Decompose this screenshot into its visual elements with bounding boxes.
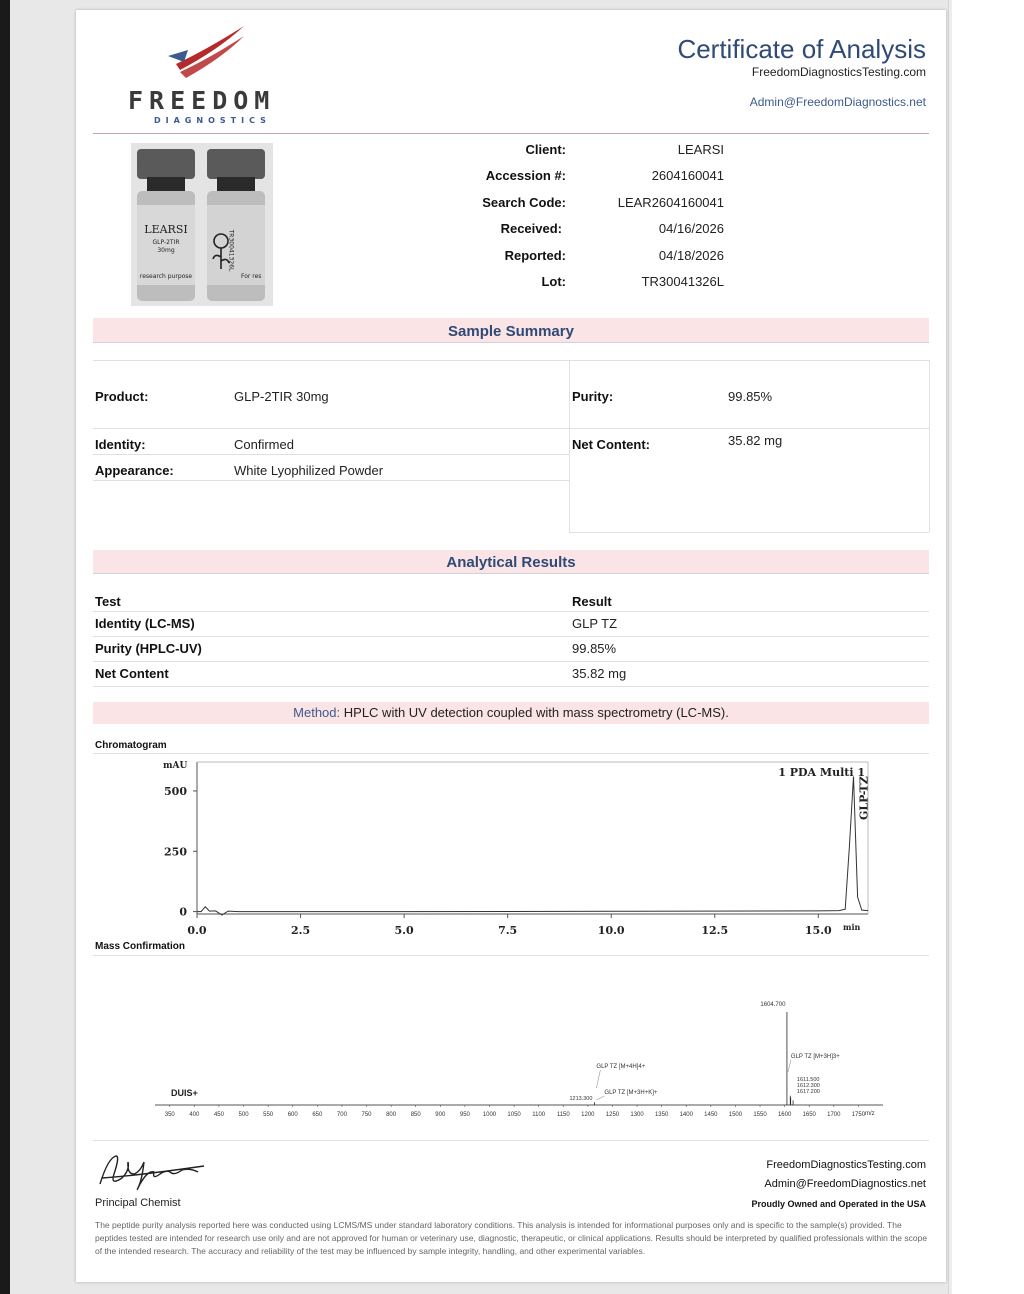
mass-x-tick-label: 1700: [827, 1112, 841, 1118]
result-row-value: GLP TZ: [572, 616, 618, 631]
mass-label-3hk: GLP TZ [M+3H+K]+: [604, 1090, 658, 1096]
mass-x-tick-label: 600: [287, 1112, 298, 1118]
vial2-note: For res: [241, 273, 262, 280]
method-key: Method:: [293, 705, 341, 720]
chromatogram-y-tick-label: 250: [164, 845, 187, 859]
identity-label: Identity:: [95, 437, 146, 452]
result-row-test: Net Content: [95, 666, 169, 681]
chromatogram-x-tick-label: 7.5: [498, 924, 518, 937]
mass-x-tick-label: 1000: [482, 1112, 497, 1118]
vial-lot: TR30041326L: [227, 229, 235, 272]
analytical-results-banner: Analytical Results: [93, 550, 929, 574]
mass-minor-peak-label: 1617.200: [796, 1089, 820, 1095]
client-label: Client:: [525, 142, 566, 157]
mass-x-tick-label: 1200: [581, 1112, 595, 1118]
mass-title: Mass Confirmation: [95, 941, 186, 952]
net-content-label: Net Content:: [572, 437, 650, 452]
col-result-header: Result: [572, 594, 612, 609]
signer-role: Principal Chemist: [95, 1197, 181, 1209]
mass-x-unit: m/z: [865, 1111, 875, 1117]
mass-x-tick-label: 1300: [630, 1112, 644, 1118]
mass-leader-line: [596, 1070, 600, 1088]
product-label: Product:: [95, 389, 149, 404]
signature: [94, 1148, 214, 1194]
vial-brand: LEARSI: [144, 223, 188, 236]
received-label: Received:: [500, 221, 562, 236]
mass-x-tick-label: 400: [189, 1112, 200, 1118]
vial-note: research purpose: [139, 273, 193, 280]
mass-mode: DUIS+: [171, 1088, 198, 1098]
mass-x-tick-label: 750: [361, 1112, 372, 1118]
certificate-page: [76, 10, 946, 1282]
mass-label-4h: GLP TZ [M+4H]4+: [596, 1064, 646, 1070]
result-row-test: Purity (HPLC-UV): [95, 641, 202, 656]
net-content-value: 35.82 mg: [728, 433, 783, 448]
mass-x-tick-label: 1750: [851, 1112, 866, 1118]
purity-value: 99.85%: [728, 389, 773, 404]
mass-x-tick-label: 1500: [728, 1112, 743, 1118]
viewer-side-panel: [948, 0, 1024, 1294]
result-row-test: Identity (LC-MS): [95, 616, 195, 631]
mass-x-tick-label: 700: [336, 1112, 347, 1118]
header-divider: [93, 133, 929, 134]
product-value: GLP-2TIR 30mg: [234, 389, 329, 404]
mass-minor-peak-label: 1612.300: [796, 1083, 820, 1089]
received-value: 04/16/2026: [658, 221, 724, 236]
mass-x-tick-label: 1450: [704, 1112, 718, 1118]
brand-name: FREEDOM: [128, 86, 276, 115]
brand-logo: [126, 20, 296, 130]
chromatogram-y-unit: mAU: [163, 761, 188, 771]
chromatogram-x-unit: min: [843, 922, 861, 932]
reported-value: 04/18/2026: [658, 248, 724, 263]
mass-peak-main-label: 1604.700: [760, 1002, 786, 1008]
chromatogram-y-tick-label: 500: [164, 784, 187, 798]
appearance-label: Appearance:: [95, 463, 174, 478]
mass-leader-line: [596, 1096, 604, 1100]
chromatogram-title: Chromatogram: [95, 740, 167, 751]
client-info: [416, 142, 736, 302]
mass-x-tick-label: 1250: [605, 1112, 620, 1118]
mass-x-tick-label: 850: [410, 1112, 421, 1118]
search-code-label: Search Code:: [482, 195, 566, 210]
reported-label: Reported:: [504, 248, 566, 263]
header-email[interactable]: Admin@FreedomDiagnostics.net: [749, 95, 926, 109]
mass-x-tick-label: 1650: [802, 1112, 816, 1118]
mass-x-tick-label: 350: [164, 1112, 175, 1118]
mass-x-tick-label: 1600: [777, 1112, 792, 1118]
method-text: HPLC with UV detection coupled with mass spectrometry (LC-MS).: [343, 705, 729, 720]
chromatogram-x-tick-label: 10.0: [597, 924, 625, 937]
mass-minor-peak-label: 1611.500: [796, 1077, 820, 1083]
mass-x-tick-label: 800: [386, 1112, 397, 1118]
brand-subtitle: DIAGNOSTICS: [154, 116, 271, 125]
client-value: LEARSI: [677, 142, 724, 157]
footer-email[interactable]: Admin@FreedomDiagnostics.net: [764, 1178, 926, 1190]
header-website: FreedomDiagnosticsTesting.com: [751, 65, 926, 79]
identity-value: Confirmed: [234, 437, 294, 452]
purity-label: Purity:: [572, 389, 614, 404]
search-code-value: LEAR2604160041: [617, 195, 724, 210]
mass-x-tick-label: 1050: [507, 1112, 521, 1118]
mass-label-3h: GLP TZ [M+3H]3+: [790, 1054, 840, 1060]
mass-spectrum-chart: [93, 960, 929, 1130]
mass-x-tick-label: 550: [263, 1112, 274, 1118]
chromatogram-series-line: [197, 777, 868, 916]
col-test-header: Test: [95, 594, 121, 609]
chromatogram-x-tick-label: 12.5: [701, 924, 729, 937]
result-row-value: 99.85%: [572, 641, 617, 656]
chromatogram-x-tick-label: 2.5: [290, 924, 311, 937]
mass-x-tick-label: 450: [213, 1112, 224, 1118]
vial-dose: 30mg: [157, 247, 175, 254]
mass-x-tick-label: 1350: [654, 1112, 669, 1118]
lot-label: Lot:: [541, 274, 566, 289]
chromatogram-legend: 1 PDA Multi 1: [778, 766, 865, 779]
lot-value: TR30041326L: [641, 274, 724, 289]
mass-leader-line: [788, 1060, 791, 1072]
mass-x-tick-label: 1150: [556, 1112, 570, 1118]
mass-peak-1213-label: 1213.300: [569, 1096, 593, 1102]
method-banner: [93, 702, 929, 724]
footer-tagline: Proudly Owned and Operated in the USA: [751, 1199, 926, 1209]
accession-value: 2604160041: [651, 168, 724, 183]
chromatogram-x-tick-label: 15.0: [804, 924, 832, 937]
sample-summary-banner: Sample Summary: [93, 318, 929, 343]
chromatogram-x-tick-label: 5.0: [394, 924, 414, 937]
mass-x-tick-label: 1100: [532, 1112, 546, 1118]
window-edge-left: [0, 0, 10, 1294]
accession-label: Accession #:: [485, 168, 566, 183]
mass-x-tick-label: 500: [238, 1112, 249, 1118]
chromatogram-chart: [93, 754, 929, 939]
product-photo: [131, 143, 273, 306]
vial-product: GLP-2TIR: [152, 239, 180, 246]
disclaimer: The peptide purity analysis reported here was conducted using LCMS/MS under standard laboratory conditions. This analysis is intended for informational purposes only and is specific to the sample(s) provided. The peptides tested are intended for research use only and are not approved for human or veterinary use, diagnostic, therapeutic, or clinical applications. Results should be interpreted by qualified professionals within the scope of the intended research. The accuracy and reliability of the test may be influenced by sample integrity, handling, and other experimental variables.: [95, 1220, 928, 1256]
mass-x-tick-label: 950: [459, 1112, 470, 1118]
chromatogram-y-tick-label: 0: [179, 905, 187, 919]
result-row-value: 35.82 mg: [572, 666, 627, 681]
mass-x-tick-label: 900: [435, 1112, 446, 1118]
flag-swoosh-icon: [166, 20, 246, 78]
mass-x-tick-label: 1400: [679, 1112, 693, 1118]
chromatogram-peak-label: GLP-TZ: [857, 776, 871, 820]
chromatogram-x-tick-label: 0.0: [187, 924, 207, 937]
page-title: Certificate of Analysis: [677, 34, 926, 64]
mass-x-tick-label: 1550: [753, 1112, 767, 1118]
mass-x-tick-label: 650: [312, 1112, 323, 1118]
footer-website[interactable]: FreedomDiagnosticsTesting.com: [766, 1159, 926, 1171]
appearance-value: White Lyophilized Powder: [234, 463, 384, 478]
